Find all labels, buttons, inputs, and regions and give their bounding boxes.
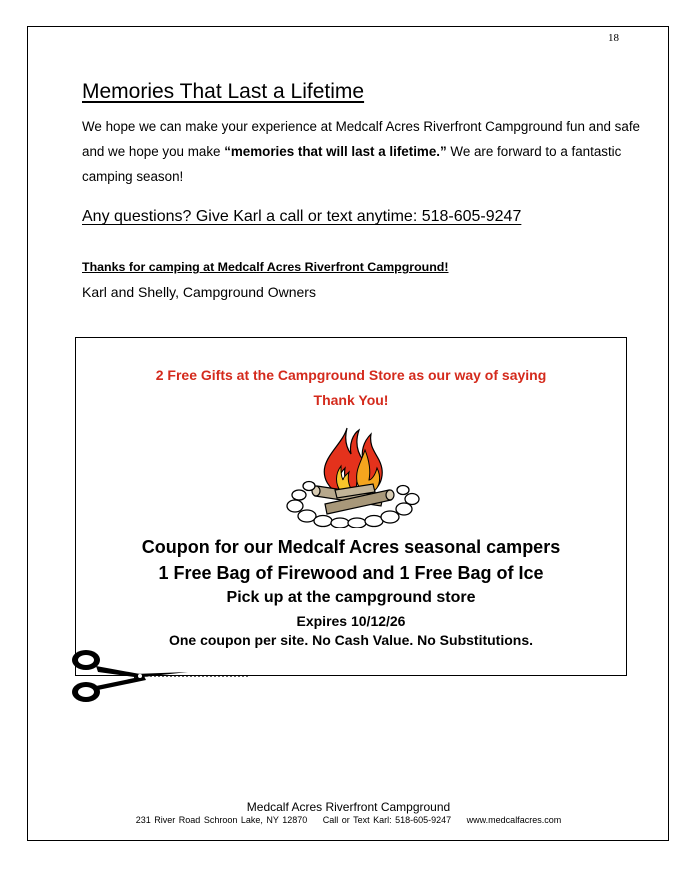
footer-phone: Call or Text Karl: 518-605-9247 bbox=[322, 815, 452, 825]
gift-line-1: 2 Free Gifts at the Campground Store as our way of saying bbox=[155, 367, 547, 383]
campfire-icon bbox=[285, 420, 422, 528]
intro-emphasis: “memories that will last a lifetime.” bbox=[224, 144, 447, 159]
intro-text-start: We hope we can make your experience at Medcalf Acres Riverfront Campground fun and safe and we hope you make bbox=[82, 119, 640, 159]
coupon-pickup: Pick up at the campground store bbox=[226, 589, 476, 606]
thanks-line: Thanks for camping at Medcalf Acres Riverfront Campground! bbox=[82, 260, 449, 274]
intro-text-end: We are forward to a fantastic camping season! bbox=[82, 144, 622, 184]
coupon-heading: Coupon for our Medcalf Acres seasonal campers bbox=[141, 537, 561, 557]
coupon-box bbox=[75, 337, 627, 676]
contact-line: Any questions? Give Karl a call or text anytime: 518-605-9247 bbox=[82, 208, 522, 225]
coupon-terms: One coupon per site. No Cash Value. No Substitutions. bbox=[168, 632, 534, 648]
footer-info bbox=[0, 815, 697, 825]
owners-line: Karl and Shelly, Campground Owners bbox=[82, 284, 316, 300]
scissors-icon bbox=[70, 648, 250, 704]
footer-address: 231 River Road Schroon Lake, NY 12870 bbox=[135, 815, 308, 825]
page-number: 18 bbox=[608, 32, 619, 44]
coupon-expiry: Expires 10/12/26 bbox=[296, 613, 406, 629]
page-title: Memories That Last a Lifetime bbox=[82, 80, 365, 103]
intro-paragraph bbox=[82, 114, 642, 189]
footer-campground-name: Medcalf Acres Riverfront Campground bbox=[246, 800, 451, 814]
coupon-offer: 1 Free Bag of Firewood and 1 Free Bag of Ice bbox=[158, 563, 544, 583]
gift-line-2: Thank You! bbox=[313, 392, 389, 408]
footer-website-link[interactable]: www.medcalfacres.com bbox=[466, 815, 562, 825]
